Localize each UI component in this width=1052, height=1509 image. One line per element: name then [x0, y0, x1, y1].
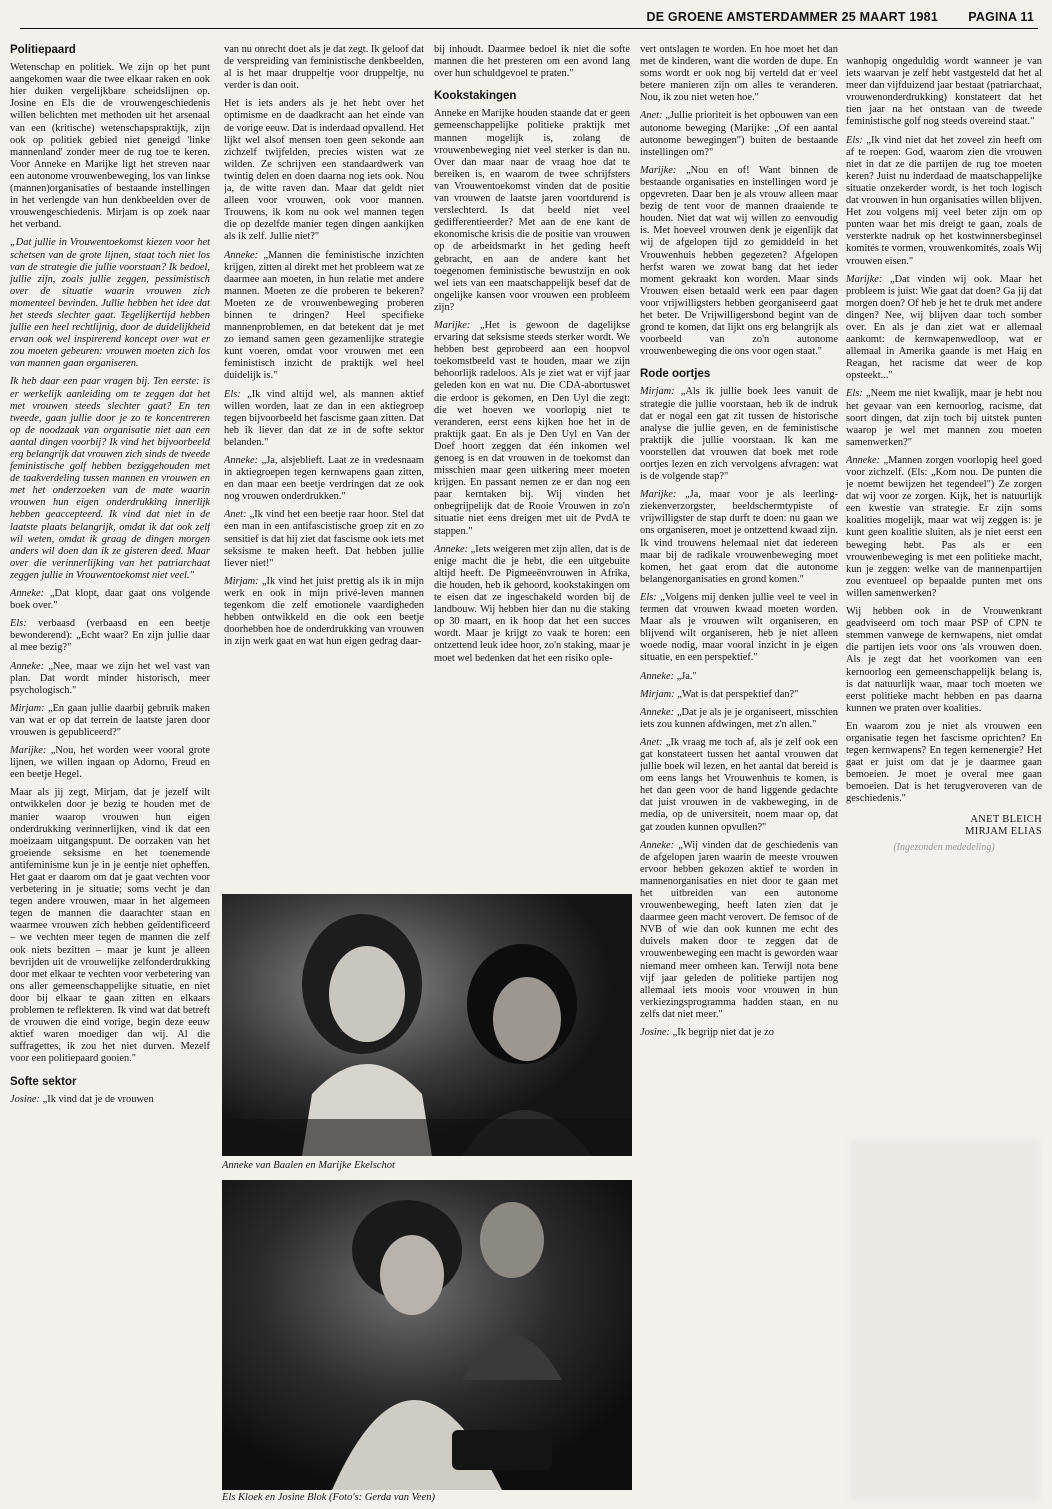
speaker: Anneke: — [846, 454, 881, 466]
quote: verbaasd (verbaasd en een beetje bewonderend): „Echt waar? En zijn jullie daar al mee bezig?" — [10, 618, 210, 654]
section-heading-politiepaard: Politiepaard — [10, 44, 76, 56]
speaker: Els: — [224, 388, 241, 400]
publication-title: DE GROENE AMSTERDAMMER 25 MAART 1981 — [646, 10, 938, 24]
quote: „Jullie prioriteit is het opbouwen van een autonome beweging (Marijke: „Of een aantal autonome bewegingen") buiten de bestaande instellingen om?" — [640, 110, 838, 158]
speaker: Anneke: — [640, 706, 675, 718]
speaker: Anneke: — [224, 249, 259, 261]
blurred-advertisement — [850, 1140, 1040, 1500]
paragraph: van nu onrecht doet als je dat zegt. Ik geloof dat de verspreiding van feministische denkbeelden, al is het maar druppeltje voor druppeltje, nu verder is dan ooit. — [224, 44, 424, 92]
photo-image — [222, 1180, 632, 1490]
quote: „Wij vinden dat de geschiedenis van de afgelopen jaren waarin de meeste vrouwen ervoor hebben gekozen aktief te worden in mannenorganisaties en niet door te gaan met het uitbreiden van een autonome vrouwenbeweging, heeft laten zien dat je daarmee geen macht verovert. De femsoc of de NVB of wie dan ook kunnen me echt des duivels maken door te zeggen dat de vrouwenbeweging een macht is geworden waar niemand meer omheen kan. Terwijl nota bene vijf jaar geleden de politieke partijen nog allemaal iets moois voor vrouwen in hun verkiezingsprogramma hadden staan, en nu zelfs dat niet meer." — [640, 839, 838, 1020]
paragraph: Wetenschap en politiek. We zijn op het punt aangekomen waar die twee elkaar raken en ook hier duiken vergelijkbare scheidslijnen op. Josine en Els die de vrouwengeschiedenis willen belichten met methoden uit het arsenaal van een (kritische) wetenschapspraktijk, zijn ook op politiek gebied niet geneigd 'linke mannenland' zonder meer de rug toe te keren. Voor Anneke en Marijke ligt het streven naar een autonome vrouwenbeweging, los van linkse (mannen)organisaties of bestaande instellingen in het verlengde van hun denkbeelden over de vrouwengeschiedenis. Mirjam is op zoek naar het verband. — [10, 62, 210, 231]
quote: „Nou, het worden weer vooral grote lijnen, we willen ingaan op Adorno, Freud en een beetje Hegel. — [10, 745, 210, 781]
question: Ik heb daar een paar vragen bij. Ten eerste: is er werkelijk aanleiding om te zeggen dat het met vrouwen steeds slechter gaat? En ten tweede, gaan jullie door je zo te koncentreren op de noodzaak van organisatie niet aan een aantal dingen voorbij? Ik vind het bijvoorbeeld erg belangrijk dat vrouwen zich sinds de tweede feministische golf hebben beziggehouden met de taakverdeling tussen mannen en vrouwen en met het onderzoeken van de mate waarin vrouwen hun eigen onderdrukking innerlijk hebben geaccepteerd. Ik vind dat niet in de laatste plaats belangrijk, omdat ik dat ook zelf wil weten, omdat ik graag de dingen morgen anders wil doen dan ik ze gisteren deed. Maar over die verinnerlijking van het patriarchaat zeggen jullie in Vrouwentoekomst niet veel." — [10, 376, 210, 581]
question: „Dat jullie in Vrouwentoekomst kiezen voor het schetsen van de grote lijnen, staat toch niet los van de strategie die jullie voorstaan? Ik bedoel, jullie zijn, zoals jullie zeggen, pessimistisch over de situatie waarin vrouwen zich momenteel bevinden. Jullie hebben het idee dat het steeds slechter gaat. Tegelijkertijd hebben jullie een heel rechtlijnig, door de duidelijkheid ervan ook wel inspirerend koncept over wat er zou moeten gebeuren: vrouwen moeten zich los van mannen gaan organiseren. — [10, 237, 210, 370]
author-name: MIRJAM ELIAS — [965, 825, 1042, 837]
quote: „Dat je als je je organiseert, misschien iets zou kunnen afdwingen, met z'n allen." — [640, 706, 838, 730]
speaker: Marijke: — [10, 745, 47, 757]
paragraph: Maar als jij zegt, Mirjam, dat je jezelf wilt ontwikkelen door je bezig te houden met de manier waarop vrouwen hun eigen onderdrukking verinnerlijken, vind ik dat een moeizaam uitgangspunt. De oorzaken van het groeiende seksisme en het toenemende antifeminisme kun je in je eentje niet opheffen. Het gaat er daarom om dat je gaat vechten voor verbetering in je situatie; soms vecht je dan tegen andere vrouwen, maar in het algemeen tegen de mannen die daarachter staan en waarmee vrouwen zich hebben geïdentificeerd – we vechten meer tegen de mannen die zelf ook niets bezitten – maar je kunt je alleen bevrijden uit de vrouwelijke zelfonderdrukking door met elkaar te vechten voor verbetering van ons aller gemeenschappelijke situatie, en niet door bij elkaar te gaan zitten en elkaars problemen te reflekteren. Ik vind wat dat betreft de vrouwen die eind vorige, begin deze eeuw aktief waren moediger dan wij. Al die suffragettes, ik zou het niet durven. Mezelf voor een politiepaard gooien." — [10, 787, 210, 1065]
quote: „Ik vind dat je de vrouwen — [42, 1093, 154, 1105]
quote: „Mannen zorgen voorlopig heel goed voor zichzelf. (Els: „Kom nou. De punten die je noemt bewijzen het tegendeel") Ze zorgen dat wij voor ze zorgen. Kijk, het is natuurlijk een kwestie van strategie. Er zijn soms koalities mogelijk, maar wat wij zeggen is: je kunt geen koalitie sluiten, als je niet eerst een beweging hebt. Pas als er een vrouwenbeweging is met een politieke macht, kun je zeggen: welke van de mannenpartijen zou eventueel op bepaalde punten met ons willen samenwerken? — [846, 454, 1042, 599]
photo-anneke-marijke — [222, 894, 632, 1156]
dialogue-line — [224, 250, 424, 383]
speaker: Josine: — [640, 1027, 671, 1039]
quote: „Het is gewoon de dagelijkse ervaring dat seksisme steeds sterker wordt. We hebben best geprobeerd aan een hoopvol toekomstbeeld vast te houden, maar we zijn behoorlijk radeloos. Als je ziet wat er vijf jaar geleden kon en wat nu. Die CDA-abortuswet die erdoor is gekomen, en Den Uyl die zegt: die wet hoeven we voorlopig niet te veranderen, eerst eens kijken hoe het in de praktijk gaat. En als je Den Uyl en Van der Doef hoort zeggen dat één inkomen wel genoeg is en dat vrouwen in de toekomst dan misschien maar geen uitkering meer moeten krijgen. En passant nemen ze er dan nog een paar kerntaken bij. Wij vinden het onbegrijpelijk dat de Rooie Vrouwen in zo'n situatie niet eens dreigen met uit de PvdA te stappen." — [434, 319, 630, 537]
dialogue-line — [640, 1027, 838, 1039]
dialogue-line — [640, 386, 838, 483]
dialogue-line — [10, 703, 210, 739]
speaker: Els: — [10, 618, 27, 630]
dialogue-line — [640, 489, 838, 586]
quote: „Neem me niet kwalijk, maar je hebt nou het gevaar van een kernoorlog, racisme, dat soort dingen, dat zijn toch bij uitstek punten waarop je wel met mannen zou moeten samenwerken?" — [846, 388, 1042, 448]
speaker: Anneke: — [224, 455, 259, 466]
quote: „Dat klopt, daar gaat ons volgende boek over." — [10, 588, 210, 612]
paragraph: bij inhoudt. Daarmee bedoel ik niet die softe mannen die het presteren om een avond lang over hun schuldgevoel te praten." — [434, 44, 630, 80]
dialogue-line — [434, 544, 630, 665]
speaker: Els: — [846, 388, 863, 400]
column-2 — [224, 44, 424, 889]
speaker: Marijke: — [640, 164, 677, 176]
speaker: Mirjam: — [640, 688, 675, 700]
dialogue-line — [846, 274, 1042, 383]
photo-image — [222, 894, 632, 1156]
dialogue-line — [224, 576, 424, 649]
section-heading-rode-oortjes: Rode oortjes — [640, 368, 711, 381]
speaker: Anneke: — [10, 588, 45, 600]
quote: „Ik begrijp niet dat je zo — [672, 1027, 774, 1039]
paragraph: Anneke en Marijke houden staande dat er geen gemeenschappelijke politieke praktijk met mannen mogelijk is, zolang de vrouwenbeweging niet veel sterker is dan nu. Over dan maar naar de vraag hoe dat te bereiken is, en waarom de twee schrijfsters van Vrouwentoekomst vinden dat de positie van vrouwen de laatste jaren voortdurend is verslechterd. Is dat beeld niet veel gedifferentieerder? Met aan de ene kant de ekonomische krisis die de positie van vrouwen op de arbeidsmarkt in het geding heeft gebracht, en aan de andere kant het toegenomen feministische bewustzijn en ook wel iets van een maatschappelijk besef dat de ongelijke kansen voor vrouwen een probleem zijn? — [434, 108, 630, 313]
speaker: Anneke: — [10, 660, 45, 672]
dialogue-line — [640, 737, 838, 834]
dialogue-line — [640, 840, 838, 1021]
dialogue-line — [10, 1094, 210, 1106]
speaker: Els: — [846, 134, 863, 146]
quote: „Ja, maar voor je als leerling-ziekenverzorgster, beeldschermtypiste of vrijwilligster de stap durft te doen: nu gaan we ons organiseren, moet je ontzettend kwaad zijn. Ik vind trouwens helemaal niet dat iedereen maar bij de radikale vrouwenbeweging moet komen, het gaat erom dat die autonome belangenorganisaties en grond komen." — [640, 489, 838, 585]
speaker: Anet: — [640, 736, 663, 748]
speaker: Anet: — [224, 509, 247, 521]
speaker: Anneke: — [434, 543, 469, 555]
dialogue-line — [224, 455, 424, 503]
dialogue-line — [640, 689, 838, 701]
section-heading-kookstakingen: Kookstakingen — [434, 90, 517, 103]
photo-caption-2: Els Kloek en Josine Blok (Foto's: Gerda van Veen) — [222, 1492, 435, 1503]
photo-caption-1: Anneke van Baalen en Marijke Ekelschot — [222, 1160, 395, 1171]
quote: „Nee, maar we zijn het wel vast van plan. Dat wordt minder historisch, meer psychologisch." — [10, 660, 210, 696]
dialogue-line — [846, 455, 1042, 600]
quote: „Ik vind altijd wel, als mannen aktief willen worden, laat ze dan in een aktiegroep tegen bijvoorbeeld het fascisme gaan zitten. Dat heb ik liever dan dat ze in de softe sektor belanden." — [224, 388, 424, 448]
dialogue-line — [640, 592, 838, 665]
dialogue-line — [224, 509, 424, 569]
dialogue-line — [224, 389, 424, 449]
dialogue-line — [434, 320, 630, 538]
quote: „Volgens mij denken jullie veel te veel in termen dat vrouwen kwaad moeten worden. Maar als je vrouwen wilt organiseren, en blijvend wilt organiseren, heb je niet alleen woede nodig, maar vooral inzicht in je eigen situatie, en een perspektief." — [640, 591, 838, 664]
author-name: ANET BLEICH — [970, 813, 1042, 825]
masthead — [20, 6, 1038, 29]
speaker: Marijke: — [640, 489, 677, 501]
speaker: Anet: — [640, 110, 663, 122]
speaker: Marijke: — [846, 273, 883, 285]
paragraph: vert ontslagen te worden. En hoe moet het dan met de kinderen, want die worden de dupe. En soms wordt er ook nog bij verteld dat er veel betere manieren zijn om alles te veranderen. Nou, ik zou niet weten hoe." — [640, 44, 838, 104]
quote: „Ja, alsjeblieft. Laat ze in vredesnaam in aktiegroepen tegen kernwapens gaan zitten, en dan maar een beetje verdringen dat ze ook nog vrouwen onderdrukken." — [224, 455, 424, 503]
dialogue-line — [846, 135, 1042, 268]
quote: „Nou en of! Want binnen de bestaande organisaties en instellingen word je opgevreten. Daar ben je als vrouw alleen maar bezig de tent voor de mannen draaiende te houden. Niet dat wat wij willen zo eenvoudig is. Met hoeveel vrouwen denk je eigenlijk dat wij de afgelopen tijd zo gemiddeld in het Vrouwenhuis hebben gegezeten? Afgelopen herfst waren we zowat bang dat het ieder moment gekraakt kon worden. Maar sinds Vrouwen eisen betaald werk een paar dagen voor vrijwilligsters hebben georganiseerd gaat het beter. De Vrijwilligersbond begint van de grond te komen, dat lijkt ons erg belangrijk als voorbeeld van zo'n autonome vrouwenbeweging die ons voor ogen staat." — [640, 164, 838, 358]
speaker: Mirjam: — [224, 575, 259, 587]
quote: „Ik vind niet dat het zoveel zin heeft om af te roepen: God, waarom zien die vrouwen niet in dat ze die partijen de rug toe moeten keren? Juist nu inderdaad de maatschappelijke situatie onzekerder wordt, is het toch logisch dat vrouwen in hun organisaties willen blijven. Het zou volgens mij veel beter zijn om op punten waar het mis dreigt te gaan, zoals de versterkte nadruk op het kostwinnersbeginsel komités te vormen, vrouwenkomités, zoals Wij vrouwen eisen." — [846, 134, 1042, 267]
dialogue-line — [640, 671, 838, 683]
paragraph: wanhopig ongeduldig wordt wanneer je van iets waarvan je zelf hebt vastgesteld dat het al meer dan vijfduizend jaar bestaat (patriarchaat, vrouwenonderdrukking) konstateert dat het tien jaar na het ontstaan van de tweede feministische golf nog steeds overeind staat." — [846, 56, 1042, 128]
column-3 — [434, 44, 630, 889]
dialogue-line — [640, 110, 838, 158]
page-number: PAGINA 11 — [968, 10, 1034, 24]
paragraph: Het is iets anders als je het hebt over het optimisme en de daadkracht aan het einde van de vorige eeuw. Dat is inderdaad opvallend. Het lijkt wel alsof mensen toen geen sekonde aan zichzelf twijfelden, precies wisten wat ze wilden. Ze schrijven een standaardwerk van twintig delen en doen daarna nog iets ook. Nou ja, de witte raven dan. Maar dat geldt niet alleen voor vrouwen, ook voor mannen. Trouwens, ik kom nu ook wel mannen tegen die op dezelfde manier tegen dingen aankijken als ik zelf. Jullie niet?" — [224, 98, 424, 243]
dialogue-line — [10, 745, 210, 781]
speaker: Anneke: — [640, 839, 675, 851]
dialogue-line — [640, 707, 838, 731]
advertisement-label: (Ingezonden mededeling) — [893, 841, 995, 853]
speaker: Marijke: — [434, 319, 471, 331]
quote: „En gaan jullie daarbij gebruik maken van wat er op dat terrein de laatste jaren door vrouwen is gepubliceerd?" — [10, 702, 210, 738]
dialogue-line — [10, 661, 210, 697]
paragraph: Wij hebben ook in de Vrouwenkrant geadviseerd om toch maar PSP of CPN te stemmen vanwege de kernwapens, niet omdat die partijen iets voor ons 'als vrouwen doen. Als je zegt dat het voorkomen van een kernoorlog een gemeenschappelijk belang is, is dat natuurlijk waar, maar toch moeten we eerst politieke macht hebben en pas daarna kunnen we praten over koalities. — [846, 606, 1042, 714]
column-5 — [846, 56, 1042, 1129]
paragraph: En waarom zou je niet als vrouwen een organisatie tegen het fascisme oprichten? En tegen kernwapens? En tegen kernenergie? Het gaat er juist om dat je je daarmee gaan bemoeien. Je moet je overal mee gaan bemoeien. Dat is het terugveroveren van de geschiedenis." — [846, 720, 1042, 805]
speaker: Josine: — [10, 1093, 41, 1105]
section-heading-softe-sektor: Softe sektor — [10, 1075, 77, 1088]
dialogue-line — [10, 588, 210, 612]
photo-els-josine — [222, 1180, 632, 1490]
quote: „Ja." — [676, 670, 697, 682]
speaker: Mirjam: — [10, 702, 45, 714]
quote: „Mannen die feministische inzichten krijgen, zitten al direkt met het probleem wat ze daarmee aan moeten, in hun relatie met andere mannen. Moeten ze die proberen te bekeren? Moeten ze de vrouwenbeweging proberen binnen te dringen? Heel specifieke mannenproblemen, en dat betekent dat je met zo iemand samen geen gezamenlijke strategie kunt voeren, omdat voor vrouwen met een feministisch inzicht de praktijk wel heel duidelijk is." — [224, 249, 424, 382]
quote: „Iets weigeren met zijn allen, dat is de enige macht die je hebt, die een uitgebuite altijd heeft. De Pigmeeënvrouwen in Afrika, die houden, heb ik gehoord, kookstakingen om te eisen dat ze ingeschakeld worden bij de landbouw. Wij hebben hier dan nu die staking op 30 maart, en ik hoop dat het een succes wordt. Maar je krijgt zo vaak te horen: een ontzettend leuk idee hoor, zo'n staking, maar je moet wel bedenken dat het een risiko ople- — [434, 543, 630, 664]
quote: „Als ik jullie boek lees vanuit de strategie die jullie voorstaan, heb ik de indruk dat er nogal een gat zit tussen de historische analyse die jullie geven, en de feministische praktijk die jullie voorstaan. Ik kan me voorstellen dat vrouwen dat boek met rode oortjes lezen en zich vervolgens afvragen: wat is de volgende stap?" — [640, 386, 838, 483]
dialogue-line — [10, 618, 210, 654]
quote: „Ik vind het juist prettig als ik in mijn werk en ook in mijn privé-leven mannen tegenkom die zelf emotionele vaardigheden hebben ontwikkeld en die ook een beetje doorhebben hoe de onderdrukking van vrouwen in zijn werk gaat en wat hun eigen gedrag daar- — [224, 575, 424, 648]
author-signature — [846, 814, 1042, 838]
column-4 — [640, 44, 838, 1501]
column-1 — [10, 44, 210, 1501]
quote: „Ik vind het een beetje raar hoor. Stel dat een man in een antifascistische groep zit en zo sensitief is dat hij ziet dat fascisme ook iets met seksisme te maken heeft. Dat hebben jullie liever niet!" — [224, 509, 424, 569]
quote: „Ik vraag me toch af, als je zelf ook een gat konstateert tussen het aantal vrouwen dat jullie boek wil lezen, en het aantal dat bereid is om eens langs het Vrouwenhuis te komen, is het dan geen voor de hand liggende gedachte dat juist vrouwen in de vakbeweging, in de media, op de universiteit, noem maar op, dat gat zouden kunnen opvullen?" — [640, 736, 838, 833]
quote: „Wat is dat perspektief dan?" — [677, 688, 799, 700]
speaker: Els: — [640, 591, 657, 603]
speaker: Mirjam: — [640, 386, 675, 398]
dialogue-line — [846, 388, 1042, 448]
dialogue-line — [640, 165, 838, 359]
quote: „Dat vinden wij ook. Maar het probleem is juist: Wie gaat dat doen? Ga jij dat morgen doen? Of heb je het te druk met andere dingen? Nee, wij blijven daar toch somber over. En als je dan ziet wat er allemaal aankomt: de kernwapenwedloop, wat er allemaal in Amerika gaande is met Haig en Reagan, het racisme dat weer de kop opsteekt..." — [846, 273, 1042, 382]
speaker: Anneke: — [640, 670, 675, 682]
